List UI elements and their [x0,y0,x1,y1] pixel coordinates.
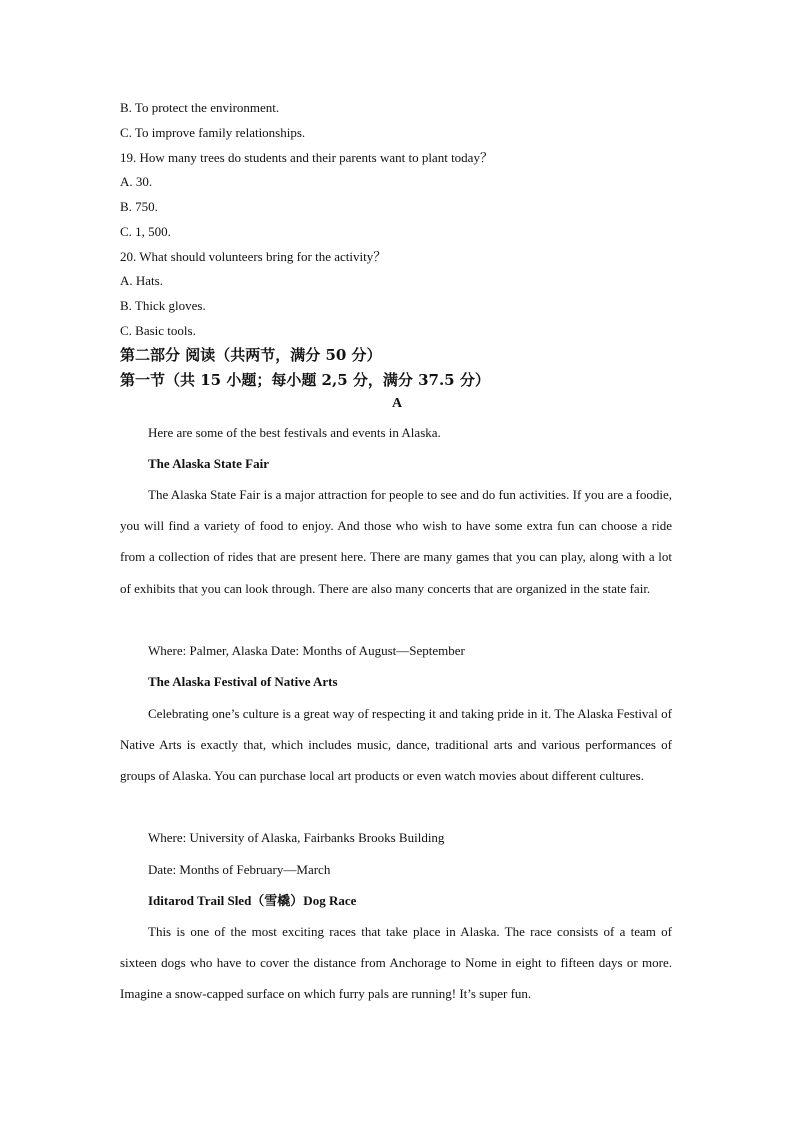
question-19-option-b: B. 750. [120,199,158,214]
question-20: 20. What should volunteers bring for the activity？ [120,249,387,264]
arts-paragraph: Celebrating one’s culture is a great way of respecting it and taking pride in it. The Alaska Festival of Native Arts is exactly that, which includes music, dance, traditional arts and various performances of groups of Alaska. You can purchase local art products or even watch movies about different cultures. [120,706,672,784]
arts-where: Where: University of Alaska, Fairbanks Brooks Building [148,830,445,845]
race-paragraph: This is one of the most exciting races that take place in Alaska. The race consists of a team of sixteen dogs who have to cover the distance from Anchorage to Nome in eight to fifteen days or more. Imagine a snow-capped surface on which furry pals are running! It’s super fun. [120,924,672,1002]
question-19: 19. How many trees do students and their parents want to plant today？ [120,150,493,165]
question-18-option-c: C. To improve family relationships. [120,125,306,140]
passage-intro: Here are some of the best festivals and events in Alaska. [148,425,441,440]
race-title: Iditarod Trail Sled（雪橇）Dog Race [148,893,357,908]
question-18-option-b: B. To protect the environment. [120,100,280,115]
fair-paragraph: The Alaska State Fair is a major attraction for people to see and do fun activities. If you are a foodie, you will find a variety of food to enjoy. And those who wish to have some extra fun can choose a ride from a collection of rides that are present here. There are many games that you can play, along with a lot of exhibits that you can look through. There are also many concerts that are organized in the state fair. [120,487,672,596]
arts-title: The Alaska Festival of Native Arts [148,674,338,689]
question-19-option-c: C. 1, 500. [120,224,171,239]
arts-date: Date: Months of February—March [148,862,331,877]
part-title: 第二部分 阅读（共两节，满分 50 分） [120,346,382,364]
question-19-option-a: A. 30. [120,174,153,189]
fair-title: The Alaska State Fair [148,456,269,471]
question-20-option-b: B. Thick gloves. [120,298,206,313]
subsection-title: 第一节（共 15 小题；每小题 2,5 分，满分 37.5 分） [120,371,490,389]
passage-label: A [391,396,403,411]
question-20-option-c: C. Basic tools. [120,323,196,338]
question-20-option-a: A. Hats. [120,273,163,288]
fair-info: Where: Palmer, Alaska Date: Months of August—September [148,643,465,658]
